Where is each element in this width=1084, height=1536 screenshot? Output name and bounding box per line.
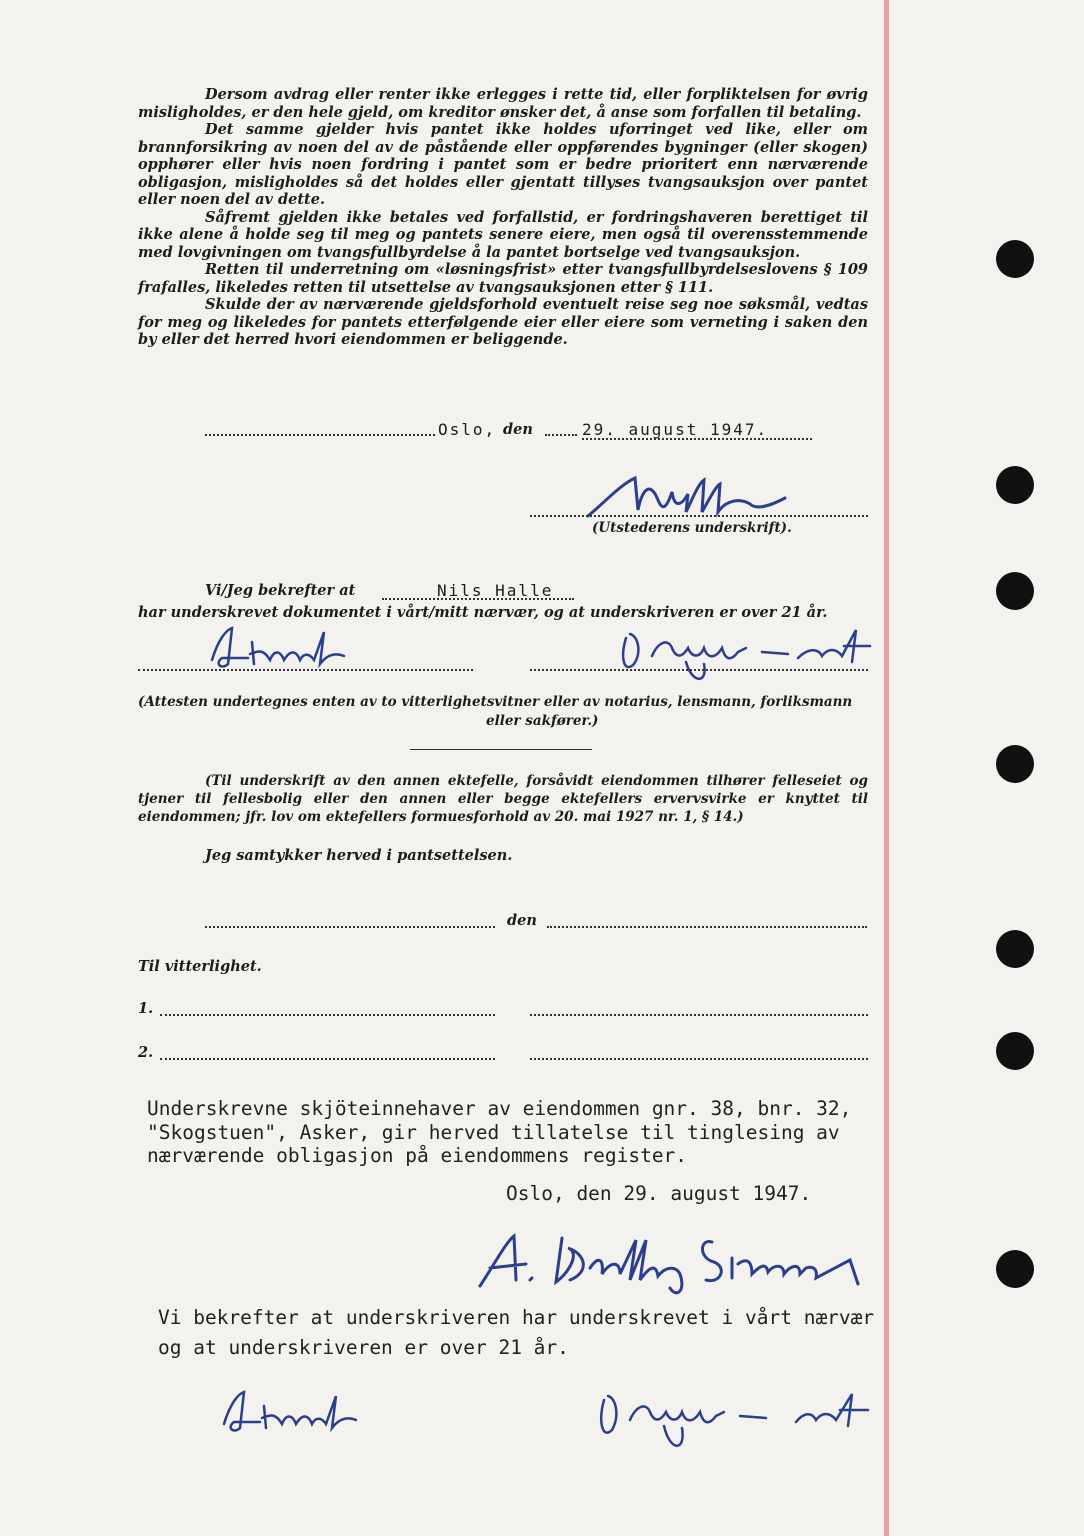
owner-signature	[470, 1228, 890, 1300]
witness-signature-1	[200, 620, 360, 675]
date-den-label: den	[503, 421, 533, 438]
witness-row-2-number: 2.	[138, 1044, 154, 1061]
consent-den-label: den	[507, 912, 537, 929]
attest-note-1: (Attesten undertegnes enten av to vitterlighetsvitner eller av notarius, lensmann, forliksmann	[138, 694, 853, 710]
date-place: Oslo,	[438, 420, 497, 439]
attest-note-2: eller sakfører.)	[486, 713, 599, 729]
date-dots-left	[205, 434, 435, 436]
date-dots-mid	[545, 434, 577, 436]
date-value: 29. august 1947.	[582, 420, 769, 439]
date-dots-right	[582, 438, 812, 440]
witness-heading: Til vitterlighet.	[138, 958, 262, 975]
paragraph: Dersom avdrag eller renter ikke erlegges i rette tid, eller forpliktelsen for øvrig misligholdes, er den hele gjeld, om kreditor ønsker det, å anse som forfallen til betaling.	[138, 86, 868, 121]
confirm-line2: har underskrevet dokumentet i vårt/mitt nærvær, og at underskriveren er over 21 år.	[138, 604, 828, 621]
consent-date-dots	[547, 926, 867, 928]
typed-statement-line-2: "Skogstuen", Asker, gir herved tillatelse til tinglesing av	[147, 1121, 840, 1144]
typed-confirm-line-1: Vi bekrefter at underskriveren har underskrevet i vårt nærvær	[158, 1306, 875, 1329]
typed-statement-line-3: nærværende obligasjon på eiendommens register.	[147, 1144, 688, 1167]
margin-line	[884, 0, 889, 1536]
consent-dots	[205, 926, 495, 928]
punch-hole	[996, 572, 1034, 610]
punch-hole	[996, 1250, 1034, 1288]
punch-hole	[996, 745, 1034, 783]
punch-hole	[996, 466, 1034, 504]
paragraph: Det samme gjelder hvis pantet ikke holdes uforringet ved like, eller om brannforsikring av noen del av de påstående eller oppførendes bygninger (eller skogen) opphører eller hvis noen fordring i pantet som er bedre prioritert enn nærværende obligasjon, misligholdes så det holdes eller gjentatt tillyses tvangsauksjon over pantet eller noen del av dette.	[138, 121, 868, 208]
typed-statement-line-1: Underskrevne skjöteinnehaver av eiendommen gnr. 38, bnr. 32,	[147, 1097, 852, 1120]
punch-hole	[996, 240, 1034, 278]
witness-row-1-number: 1.	[138, 1000, 154, 1017]
issuer-signature-line	[530, 515, 868, 517]
issuer-signature-label: (Utstederens underskrift).	[592, 520, 792, 536]
paragraph: Skulde der av nærværende gjeldsforhold eventuelt reise seg noe søksmål, vedtas for meg og likeledes for pantets etterfølgende eier eller eiere som verneting i saken den by eller det herred hvori eiendommen er beliggende.	[138, 296, 868, 348]
spouse-note	[138, 772, 868, 826]
spouse-note-text: (Til underskrift av den annen ektefelle, forsåvidt eiendommen tilhører felleseiet og tjener til fellesbolig eller den annen eller begge ektefellers ervervsvirke er knyttet til eiendommen; jfr. lov om ektefellers formuesforhold av 20. mai 1927 nr. 1, § 14.)	[138, 773, 868, 825]
witness-line-1	[138, 669, 473, 671]
terms-paragraphs	[138, 86, 868, 349]
notary-line	[410, 749, 592, 750]
witness-signature-4	[590, 1380, 900, 1460]
confirm-prefix: Vi/Jeg bekrefter at	[205, 582, 356, 599]
paragraph: Retten til underretning om «løsningsfrist» etter tvangsfullbyrdelseslovens § 109 frafalles, likeledes retten til utsettelse av tvangsauksjonen etter § 111.	[138, 261, 868, 296]
witness-line-2	[530, 669, 868, 671]
witness-signature-2	[612, 618, 902, 690]
witness-row-2-line-a	[160, 1058, 495, 1060]
typed-confirm-line-2: og at underskriveren er over 21 år.	[158, 1336, 569, 1359]
consent-text: Jeg samtykker herved i pantsettelsen.	[205, 847, 513, 864]
punch-hole	[996, 930, 1034, 968]
confirm-name: Nils Halle	[437, 581, 554, 600]
paragraph: Såfremt gjelden ikke betales ved forfallstid, er fordringshaveren berettiget til ikke alene å holde seg til meg og pantets senere eiere, men også til overensstemmende med lovgivningen om tvangsfullbyrdelse å la pantet bortselge ved tvangsauksjon.	[138, 208, 868, 261]
typed-date: Oslo, den 29. august 1947.	[506, 1182, 812, 1205]
punch-hole	[996, 1032, 1034, 1070]
witness-row-2-line-b	[530, 1058, 868, 1060]
witness-signature-3	[212, 1384, 372, 1439]
witness-row-1-line-a	[160, 1014, 495, 1016]
witness-row-1-line-b	[530, 1014, 868, 1016]
